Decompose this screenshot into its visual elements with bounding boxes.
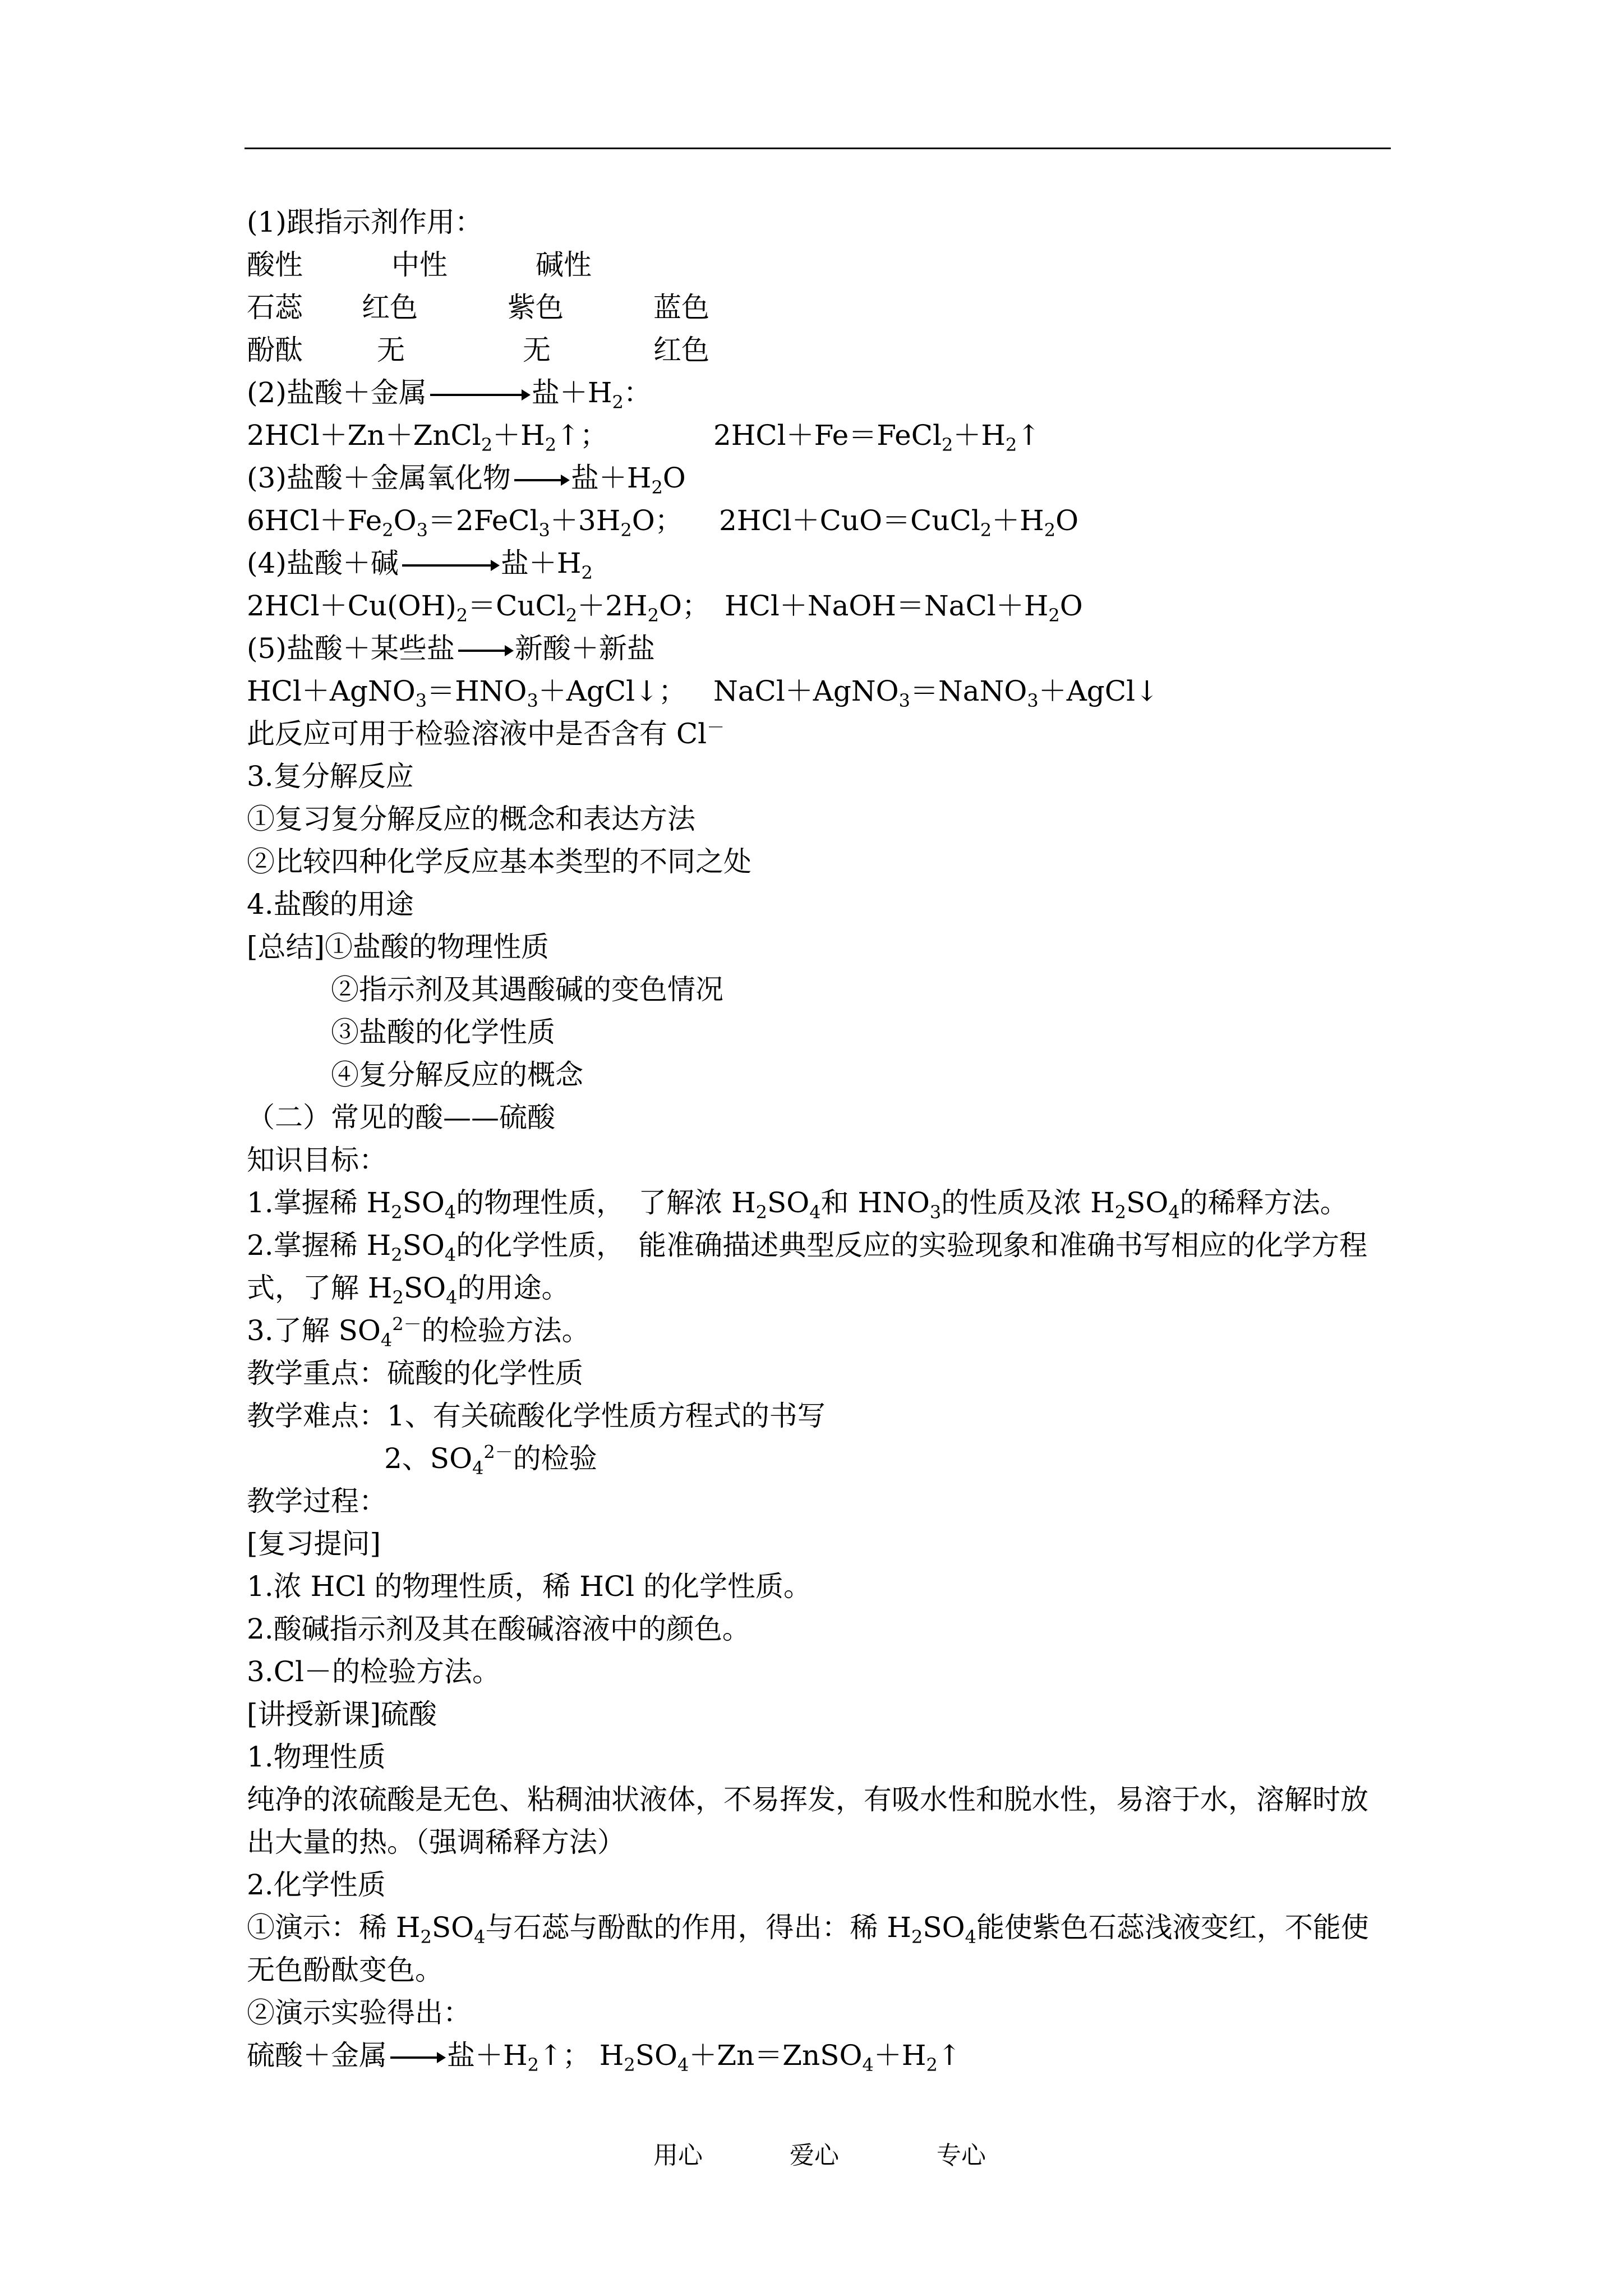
section-heading: 4.盐酸的用途 [247,888,414,921]
table-cell: 酸性 [247,249,303,281]
indicator-row-litmus [247,286,1391,329]
text-line: [复习提问] [247,1527,381,1560]
table-cell: 红色 [653,334,709,366]
text-line: 2、$SO_4^{2-}$的检验 [384,1441,597,1479]
reaction-scheme-base: (4)盐酸＋碱 盐$+H_2$ [247,547,593,583]
text-line: ②比较四种化学反应基本类型的不同之处 [247,845,751,878]
arrow-icon [514,479,568,481]
table-cell: 蓝色 [653,291,709,324]
paragraph: 纯净的浓硫酸是无色、粘稠油状液体，不易挥发，有吸水性和脱水性，易溶于水，溶解时放出大量的热。（强调稀释方法） [247,1783,1368,1858]
equation-line: $2HCl+Zn+ZnCl_2+H_2↑$； $2HCl+Fe=FeCl_2+H_2↑$ [247,419,1041,455]
section-heading: 1.物理性质 [247,1741,386,1773]
reaction-scheme-salt: (5)盐酸＋某些盐 新酸＋新盐 [247,632,655,665]
document-body [247,201,1391,2077]
indicator-header-row [247,243,1391,286]
table-cell: 中性 [391,249,448,281]
text-line: ②演示实验得出： [247,1996,471,2029]
text-line: 3.Cl－的检验方法。 [247,1655,500,1688]
equation-line: 硫酸＋金属 盐$+H_2↑$； $H_2SO_4+Zn=ZnSO_4+H_2↑$ [247,2039,961,2076]
paragraph: ①演示：稀 $H_2SO_4$与石蕊与酚酞的作用，得出：稀 $H_2SO_4$能使紫色石蕊浅液变红，不能使无色酚酞变色。 [247,1911,1369,1986]
footer-text: 爱心 [790,2141,839,2170]
summary-line: ②指示剂及其遇酸碱的变色情况 [331,973,723,1006]
arrow-icon [390,2056,444,2059]
text-line: 知识目标： [247,1144,387,1176]
text-line: 此反应可用于检验溶液中是否含有 Cl－ [247,716,725,750]
summary-line: ③盐酸的化学性质 [331,1016,555,1048]
table-cell: 无 [377,334,405,366]
table-cell: 酚酞 [247,334,303,366]
reaction-scheme-metal: (2)盐酸＋金属 盐$+H_2$： [247,376,652,413]
section-heading: （二）常见的酸——硫酸 [247,1101,555,1134]
section-heading: 3.复分解反应 [247,760,414,793]
table-cell: 碱性 [536,249,592,281]
arrow-icon [458,650,511,652]
goal-line: 3.了解 $SO_4^{2-}$的检验方法。 [247,1313,590,1351]
text-line: 教学重点：硫酸的化学性质 [247,1357,583,1389]
text-line: ①复习复分解反应的概念和表达方法 [247,803,695,835]
text-line: [讲授新课]硫酸 [247,1698,437,1731]
text-line: 教学过程： [247,1485,387,1517]
text-line: 1.浓 HCl 的物理性质，稀 HCl 的化学性质。 [247,1570,811,1603]
arrow-icon [402,564,497,567]
equation-line: $HCl+AgNO_3=HNO_3+AgCl↓$； NaCl＋AgNO$_3$＝NaNO$_3$＋AgCl↓ [247,675,1159,711]
text-line: 2.酸碱指示剂及其在酸碱溶液中的颜色。 [247,1613,750,1645]
footer-text: 专心 [937,2141,986,2170]
text-line: 教学难点：1、有关硫酸化学性质方程式的书写 [247,1400,826,1432]
table-cell: 石蕊 [247,291,303,324]
footer-text: 用心 [653,2141,703,2170]
table-cell: 红色 [362,291,418,324]
table-cell: 无 [523,334,551,366]
goal-paragraph: 2.掌握稀 $H_2SO_4$的化学性质， 能准确描述典型反应的实验现象和准确书写相应的化学方程式，了解 $H_2SO_4$的用途。 [247,1229,1368,1308]
text-line: (1)跟指示剂作用： [247,206,483,238]
summary-line: ④复分解反应的概念 [331,1059,583,1091]
indicator-row-phenolphthalein [247,329,1391,371]
goal-line: 1.掌握稀 $H_2SO_4$的物理性质， 了解浓 $H_2SO_4$和 $HNO_3$的性质及浓 $H_2SO_4$的稀释方法。 [247,1186,1348,1223]
equation-line: $6HCl+Fe_2O_3=2FeCl_3+3H_2O$； $2HCl+CuO=CuCl_2+H_2O$ [247,504,1079,541]
equation-line: $2HCl+Cu(OH)_2=CuCl_2+2H_2O$； $HCl+NaOH=NaCl+H_2O$ [247,590,1083,626]
section-heading: 2.化学性质 [247,1869,386,1901]
arrow-icon [430,394,528,396]
table-cell: 紫色 [508,291,564,324]
summary-line: [总结]①盐酸的物理性质 [247,931,550,963]
reaction-scheme-oxide: (3)盐酸＋金属氧化物 盐$+H_2O$ [247,462,686,498]
header-rule [245,148,1391,149]
